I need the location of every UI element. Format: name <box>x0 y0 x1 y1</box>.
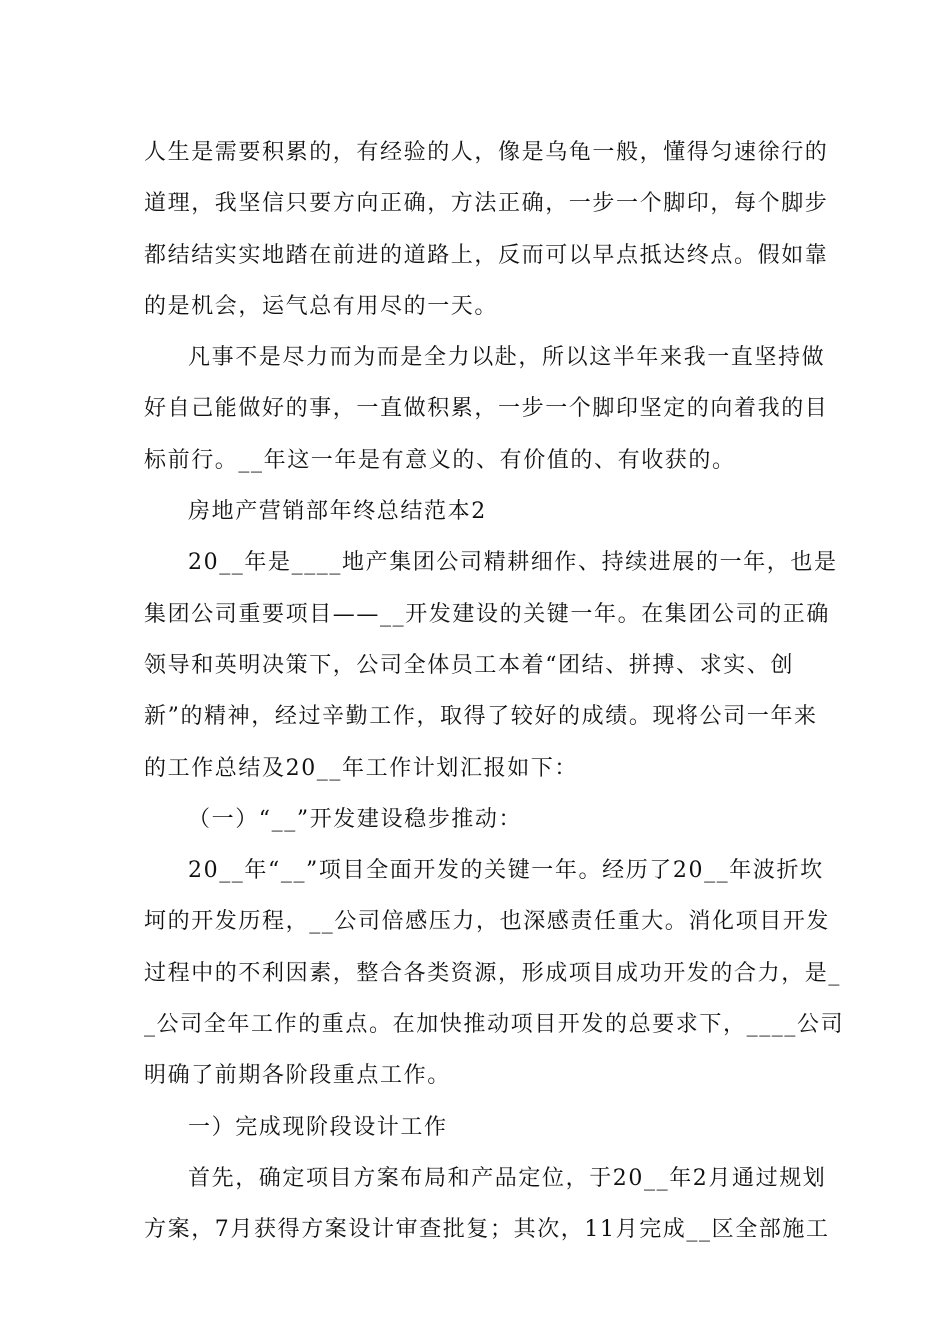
section-title <box>144 486 810 537</box>
text-line: 过程中的不利因素，整合各类资源，形成项目成功开发的合力，是_ <box>144 960 842 986</box>
text-line: 的工作总结及20__年工作计划汇报如下： <box>144 755 578 781</box>
subheading-text: 一）完成现阶段设计工作 <box>188 1114 448 1140</box>
text-line: 人生是需要积累的，有经验的人，像是乌龟一般，懂得匀速徐行的 <box>144 140 829 165</box>
text-line: 新”的精神，经过辛勤工作，取得了较好的成绩。现将公司一年来 <box>144 704 818 730</box>
text-line: 凡事不是尽力而为而是全力以赴，所以这半年来我一直坚持做 <box>188 345 826 371</box>
text-line: 道理，我坚信只要方向正确，方法正确，一步一个脚印，每个脚步 <box>144 191 829 217</box>
text-line: 领导和英明决策下，公司全体员工本着“团结、拼搏、求实、创 <box>144 652 795 678</box>
text-line: 集团公司重要项目——__开发建设的关键一年。在集团公司的正确 <box>144 601 831 627</box>
text-line: 好自己能做好的事，一直做积累，一步一个脚印坚定的向着我的目 <box>144 396 829 422</box>
text-line: 20__年是____地产集团公司精耕细作、持续进展的一年，也是 <box>188 550 838 576</box>
text-line: 的是机会，运气总有用尽的一天。 <box>144 293 499 319</box>
text-line: 标前行。__年这一年是有意义的、有价值的、有收获的。 <box>144 447 736 473</box>
text-line: 方案，7月获得方案设计审查批复；其次，11月完成__区全部施工 <box>144 1217 830 1243</box>
text-line: 首先，确定项目方案布局和产品定位，于20__年2月通过规划 <box>188 1165 827 1191</box>
text-line: 明确了前期各阶段重点工作。 <box>144 1063 451 1089</box>
text-line: 坷的开发历程，__公司倍感压力，也深感责任重大。消化项目开发 <box>144 909 831 935</box>
subheading-design <box>144 1102 810 1153</box>
subheading-development <box>144 794 810 845</box>
paragraph-4 <box>144 845 845 1101</box>
paragraph-5 <box>144 1153 830 1256</box>
text-line: 都结结实实地踏在前进的道路上，反而可以早点抵达终点。假如靠 <box>144 242 829 268</box>
document-body <box>144 127 845 1256</box>
subheading-text: （一）“__”开发建设稳步推动： <box>188 806 523 832</box>
paragraph-3 <box>144 537 838 793</box>
text-line: _公司全年工作的重点。在加快推动项目开发的总要求下，____公司 <box>144 1012 845 1038</box>
paragraph-1 <box>144 127 829 332</box>
section-title-text: 房地产营销部年终总结范本2 <box>188 499 487 525</box>
text-line: 20__年“__”项目全面开发的关键一年。经历了20__年波折坎 <box>188 858 824 884</box>
paragraph-2 <box>144 332 829 486</box>
